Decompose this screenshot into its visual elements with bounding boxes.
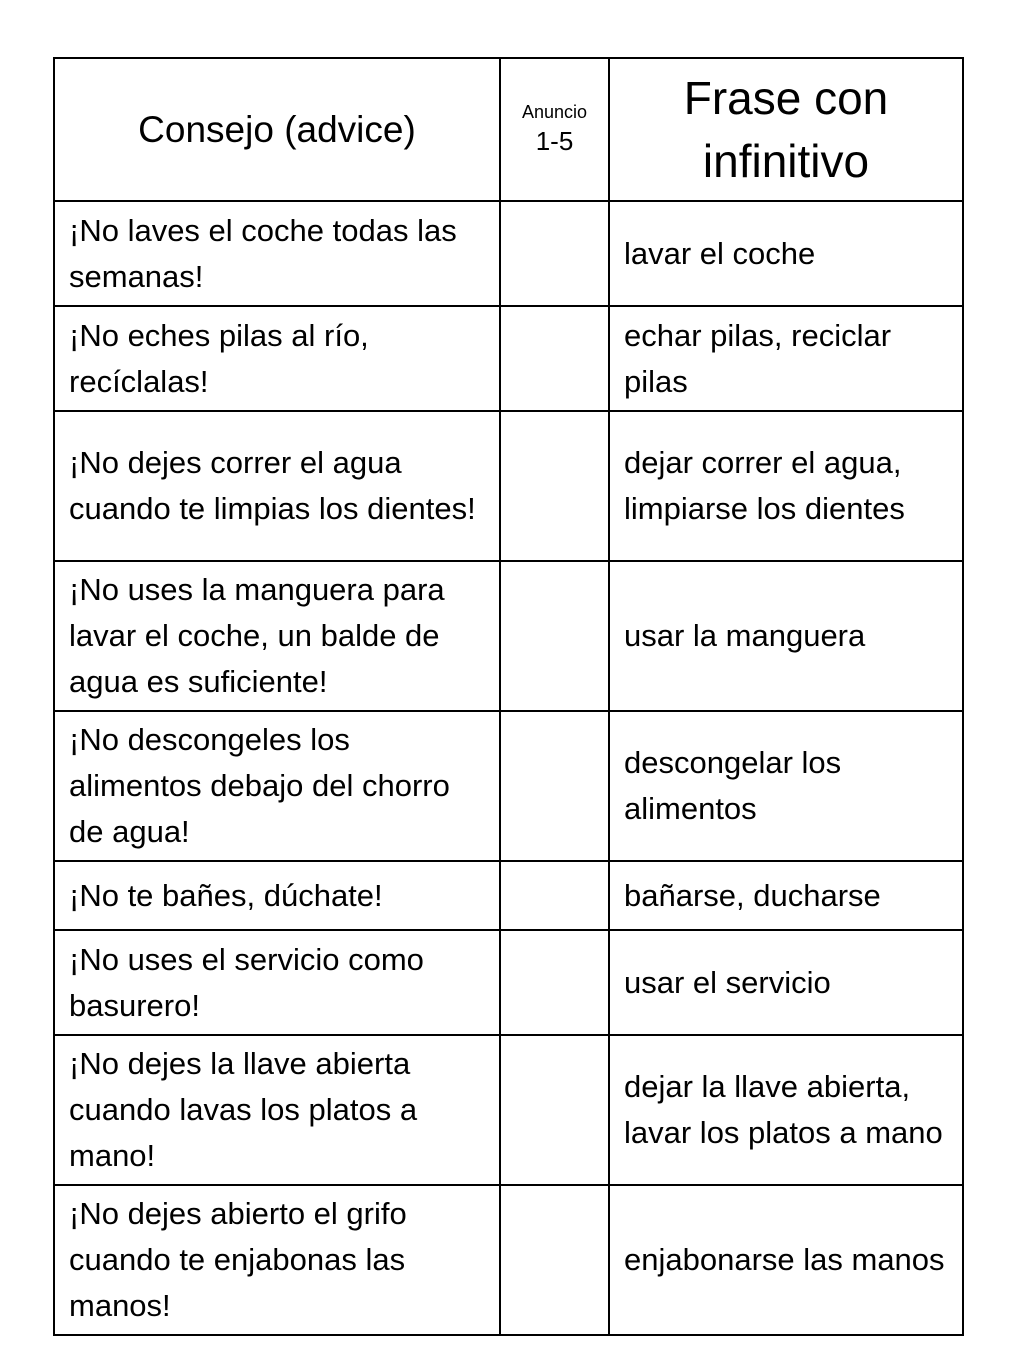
table-row <box>54 1035 963 1185</box>
anuncio-cell[interactable] <box>500 306 609 411</box>
consejo-cell: ¡No dejes la llave abierta cuando lavas los platos a mano! <box>54 1035 500 1185</box>
anuncio-cell[interactable] <box>500 861 609 930</box>
consejo-cell: ¡No uses la manguera para lavar el coche, un balde de agua es suficiente! <box>54 561 500 711</box>
consejo-cell: ¡No dejes abierto el grifo cuando te enjabonas las manos! <box>54 1185 500 1335</box>
table-row <box>54 411 963 561</box>
table-row <box>54 930 963 1035</box>
anuncio-cell[interactable] <box>500 711 609 861</box>
table-row <box>54 711 963 861</box>
consejo-cell: ¡No eches pilas al río, recíclalas! <box>54 306 500 411</box>
frase-cell: usar el servicio <box>609 930 963 1035</box>
table-row <box>54 1185 963 1335</box>
frase-cell: enjabonarse las manos <box>609 1185 963 1335</box>
anuncio-cell[interactable] <box>500 1035 609 1185</box>
anuncio-cell[interactable] <box>500 411 609 561</box>
header-frase: Frase con infinitivo <box>609 58 963 201</box>
consejo-cell: ¡No dejes correr el agua cuando te limpias los dientes! <box>54 411 500 561</box>
consejo-cell: ¡No te bañes, dúchate! <box>54 861 500 930</box>
header-anuncio-range: 1-5 <box>535 125 574 156</box>
frase-cell: usar la manguera <box>609 561 963 711</box>
frase-cell: dejar correr el agua, limpiarse los dientes <box>609 411 963 561</box>
consejo-cell: ¡No laves el coche todas las semanas! <box>54 201 500 306</box>
header-consejo: Consejo (advice) <box>54 58 500 201</box>
table-row <box>54 201 963 306</box>
frase-cell: lavar el coche <box>609 201 963 306</box>
table-row <box>54 306 963 411</box>
header-row <box>54 58 963 201</box>
anuncio-cell[interactable] <box>500 1185 609 1335</box>
table-row <box>54 861 963 930</box>
advice-table <box>53 57 964 1336</box>
frase-cell: echar pilas, reciclar pilas <box>609 306 963 411</box>
frase-cell: descongelar los alimentos <box>609 711 963 861</box>
table-row <box>54 561 963 711</box>
consejo-cell: ¡No descongeles los alimentos debajo del chorro de agua! <box>54 711 500 861</box>
anuncio-cell[interactable] <box>500 201 609 306</box>
consejo-cell: ¡No uses el servicio como basurero! <box>54 930 500 1035</box>
anuncio-cell[interactable] <box>500 561 609 711</box>
anuncio-cell[interactable] <box>500 930 609 1035</box>
header-anuncio-label: Anuncio <box>521 102 588 123</box>
frase-cell: bañarse, ducharse <box>609 861 963 930</box>
header-anuncio <box>500 58 609 201</box>
frase-cell: dejar la llave abierta, lavar los platos a mano <box>609 1035 963 1185</box>
